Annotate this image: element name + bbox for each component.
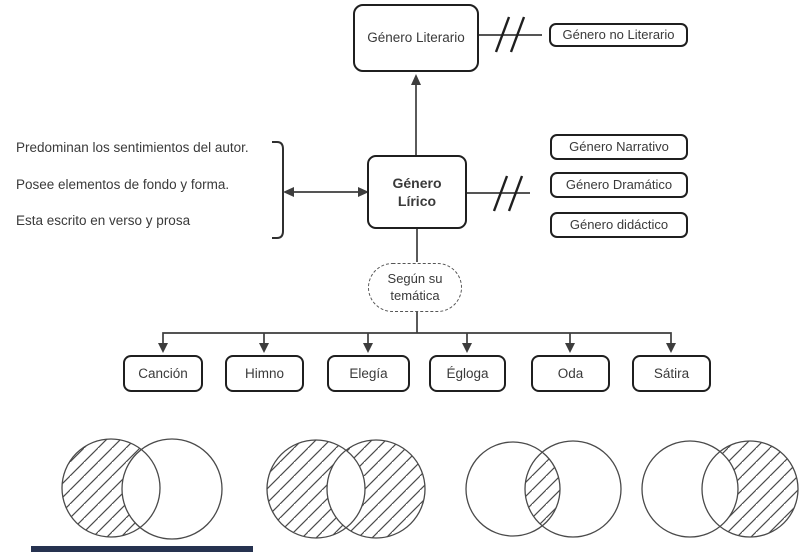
genero-lirico-box bbox=[367, 155, 467, 229]
segun-su-tematica-box bbox=[368, 263, 462, 312]
genero-no-literario-label: Género no Literario bbox=[562, 26, 675, 42]
satira-label: Sátira bbox=[653, 365, 690, 381]
genero-lirico-line1: Género bbox=[392, 174, 442, 191]
venn-symmetric-difference bbox=[267, 440, 425, 538]
egloga-box bbox=[429, 355, 506, 392]
genero-narrativo-box bbox=[550, 134, 688, 160]
genero-no-literario-box bbox=[549, 23, 688, 47]
venn-diagrams-layer bbox=[0, 420, 800, 552]
satira-box bbox=[632, 355, 711, 392]
notes-bracket bbox=[272, 142, 283, 238]
oda-label: Oda bbox=[557, 365, 584, 381]
cancion-box bbox=[123, 355, 203, 392]
cancion-label: Canción bbox=[138, 365, 188, 381]
criterion-line1: Según su bbox=[387, 270, 443, 286]
oda-box bbox=[531, 355, 610, 392]
bottom-bar bbox=[31, 546, 253, 552]
genero-literario-box bbox=[353, 4, 479, 72]
venn-right-difference bbox=[642, 441, 798, 537]
genero-didactico-box bbox=[550, 212, 688, 238]
distribution-rail bbox=[163, 333, 671, 344]
note-fondo-forma: Posee elementos de fondo y forma. bbox=[16, 177, 230, 192]
himno-box bbox=[225, 355, 304, 392]
venn-intersection bbox=[466, 441, 621, 537]
genero-dramatico-label: Género Dramático bbox=[565, 176, 673, 192]
genero-lirico-line2: Lírico bbox=[397, 193, 437, 209]
egloga-label: Égloga bbox=[446, 365, 489, 381]
venn-left-difference bbox=[62, 439, 222, 539]
elegia-box bbox=[327, 355, 410, 392]
note-sentimientos: Predominan los sentimientos del autor. bbox=[16, 140, 249, 155]
genero-didactico-label: Género didáctico bbox=[569, 216, 669, 232]
himno-label: Himno bbox=[244, 365, 284, 381]
genero-dramatico-box bbox=[550, 172, 688, 198]
genero-narrativo-label: Género Narrativo bbox=[569, 138, 669, 154]
criterion-line2: temática bbox=[390, 287, 440, 303]
note-verso-prosa: Esta escrito en verso y prosa bbox=[16, 213, 191, 228]
elegia-label: Elegía bbox=[349, 365, 388, 381]
genero-literario-label: Género Literario bbox=[367, 30, 465, 46]
